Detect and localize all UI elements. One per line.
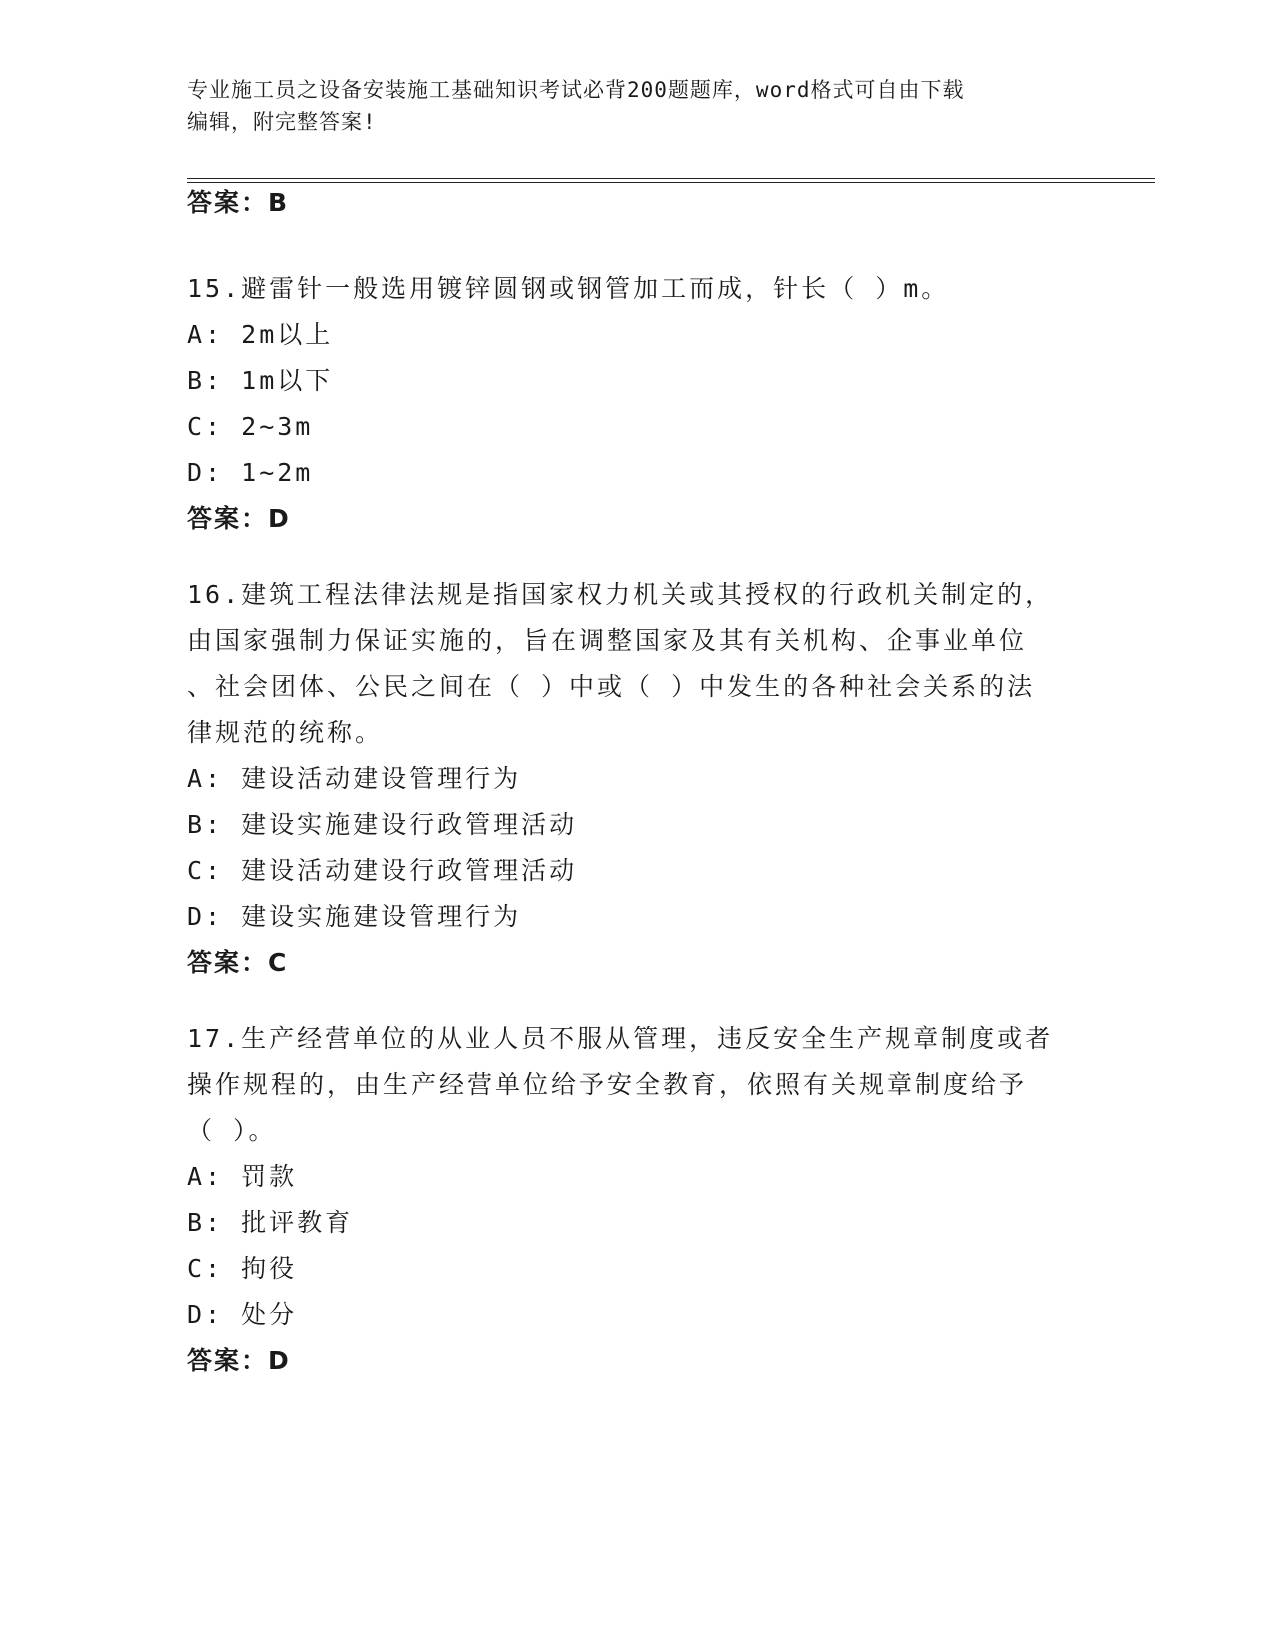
header-line-1: 专业施工员之设备安装施工基础知识考试必背200题题库，word格式可自由下载 (187, 78, 965, 102)
header-divider-top (187, 178, 1155, 179)
answer-label: 答案：D (187, 504, 291, 533)
header-line-2: 编辑，附完整答案! (187, 110, 377, 134)
document-header (187, 74, 1067, 138)
answer-label: 答案：C (187, 948, 289, 977)
question-text: 操作规程的，由生产经营单位给予安全教育，依照有关规章制度给予 (187, 1070, 1028, 1099)
option-a: A: 建设活动建设管理行为 (187, 764, 522, 793)
option-c: C: 2~3m (187, 412, 314, 441)
option-b: B: 建设实施建设行政管理活动 (187, 810, 578, 839)
question-17 (187, 1016, 1087, 1384)
option-a: A: 罚款 (187, 1162, 298, 1191)
question-text: 律规范的统称。 (187, 718, 384, 747)
option-a: A: 2m以上 (187, 320, 334, 349)
option-d: D: 1~2m (187, 458, 314, 487)
question-16 (187, 572, 1087, 986)
option-d: D: 处分 (187, 1300, 298, 1329)
question-text: 16.建筑工程法律法规是指国家权力机关或其授权的行政机关制定的， (187, 580, 1054, 609)
question-text: 由国家强制力保证实施的，旨在调整国家及其有关机构、企事业单位 (187, 626, 1028, 655)
option-c: C: 拘役 (187, 1254, 298, 1283)
answer-label: 答案：D (187, 1346, 291, 1375)
previous-answer-block (187, 180, 1087, 226)
question-text: 17.生产经营单位的从业人员不服从管理，违反安全生产规章制度或者 (187, 1024, 1054, 1053)
question-text: （ ）。 (187, 1116, 277, 1145)
option-c: C: 建设活动建设行政管理活动 (187, 856, 578, 885)
option-b: B: 1m以下 (187, 366, 334, 395)
option-b: B: 批评教育 (187, 1208, 354, 1237)
option-d: D: 建设实施建设管理行为 (187, 902, 522, 931)
answer-label: 答案：B (187, 188, 290, 217)
question-15 (187, 266, 1087, 542)
question-text: 15.避雷针一般选用镀锌圆钢或钢管加工而成，针长（ ）m。 (187, 274, 950, 303)
question-text: 、社会团体、公民之间在（ ）中或（ ）中发生的各种社会关系的法 (187, 672, 1036, 701)
